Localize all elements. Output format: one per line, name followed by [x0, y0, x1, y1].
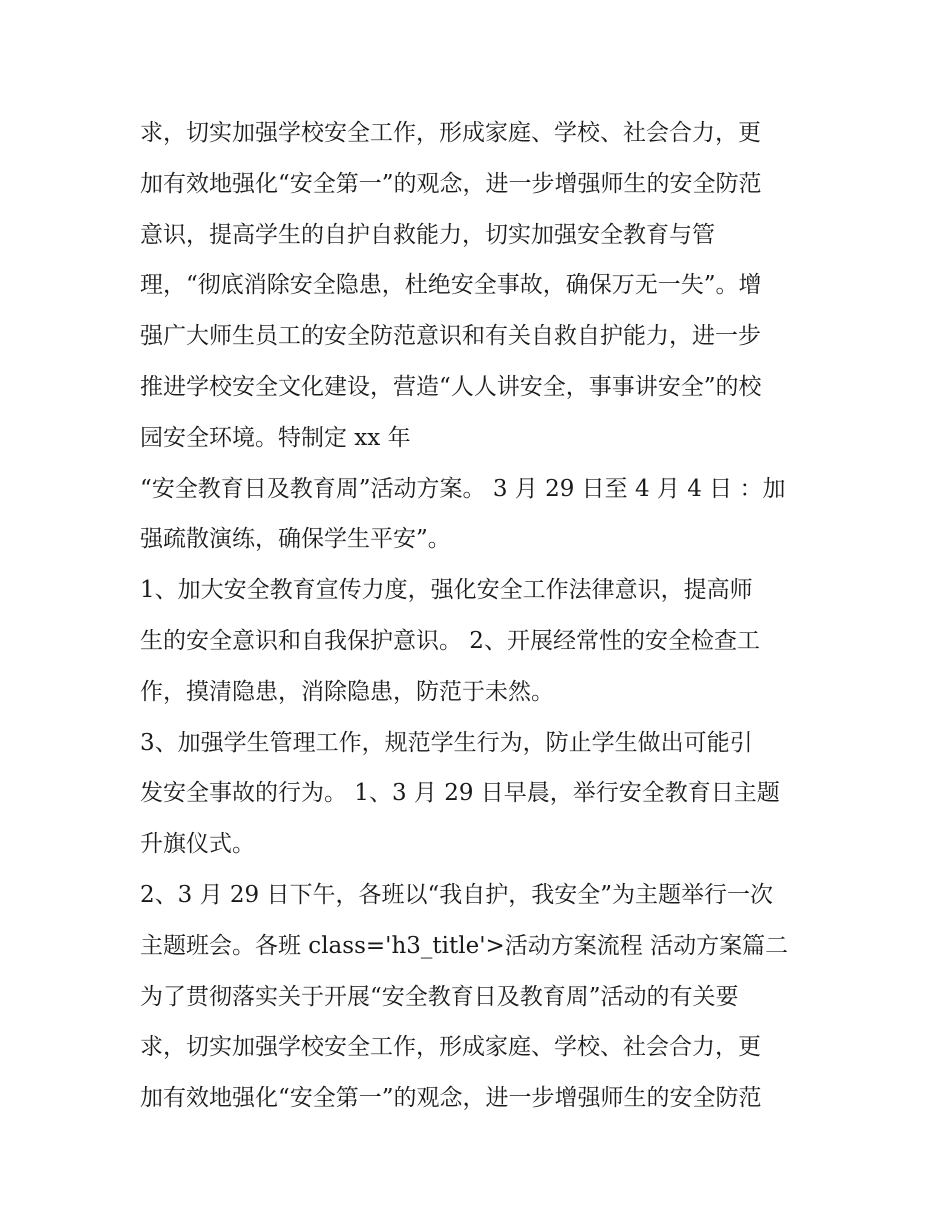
- text-line: 1、加大安全教育宣传力度，强化安全工作法律意识，提高师: [140, 577, 753, 604]
- text-line: 发安全事故的行为。 1、3 月 29 日早晨，举行安全教育日主题: [140, 780, 780, 807]
- text-line: 主题班会。各班 class='h3_title'>活动方案流程 活动方案篇二: [140, 932, 789, 959]
- text-line: 升旗仪式。: [140, 831, 255, 858]
- text-line: 生的安全意识和自我保护意识。 2、开展经常性的安全检查工: [140, 627, 760, 654]
- text-line: 意识，提高学生的自护自救能力，切实加强安全教育与管: [140, 221, 715, 248]
- text-line: 推进学校安全文化建设，营造“人人讲安全，事事讲安全”的校: [140, 373, 762, 400]
- text-line: 作，摸清隐患，消除隐患，防范于未然。: [140, 678, 554, 705]
- text-line: 2、3 月 29 日下午，各班以“我自护，我安全”为主题举行一次: [140, 881, 773, 908]
- text-line: 理，“彻底消除安全隐患，杜绝安全事故，确保万无一失”。增: [140, 272, 762, 299]
- text-line: 加有效地强化“安全第一”的观念，进一步增强师生的安全防范: [140, 1085, 762, 1112]
- text-line: 求，切实加强学校安全工作，形成家庭、学校、社会合力，更: [140, 120, 761, 146]
- text-line: 3、加强学生管理工作，规范学生行为，防止学生做出可能引: [140, 729, 753, 756]
- text-line: 园安全环境。特制定 xx 年: [140, 424, 411, 451]
- text-line: 为了贯彻落实关于开展“安全教育日及教育周”活动的有关要: [140, 983, 739, 1010]
- text-line: “安全教育日及教育周”活动方案。 3 月 29 日至 4 月 4 日 ：加: [140, 475, 786, 502]
- text-line: 强疏散演练，确保学生平安”。: [140, 526, 451, 553]
- text-line: 强广大师生员工的安全防范意识和有关自救自护能力，进一步: [140, 323, 761, 350]
- body-text: [140, 108, 840, 1124]
- text-line: 求，切实加强学校安全工作，形成家庭、学校、社会合力，更: [140, 1034, 761, 1061]
- text-line: 加有效地强化“安全第一”的观念，进一步增强师生的安全防范: [140, 170, 762, 197]
